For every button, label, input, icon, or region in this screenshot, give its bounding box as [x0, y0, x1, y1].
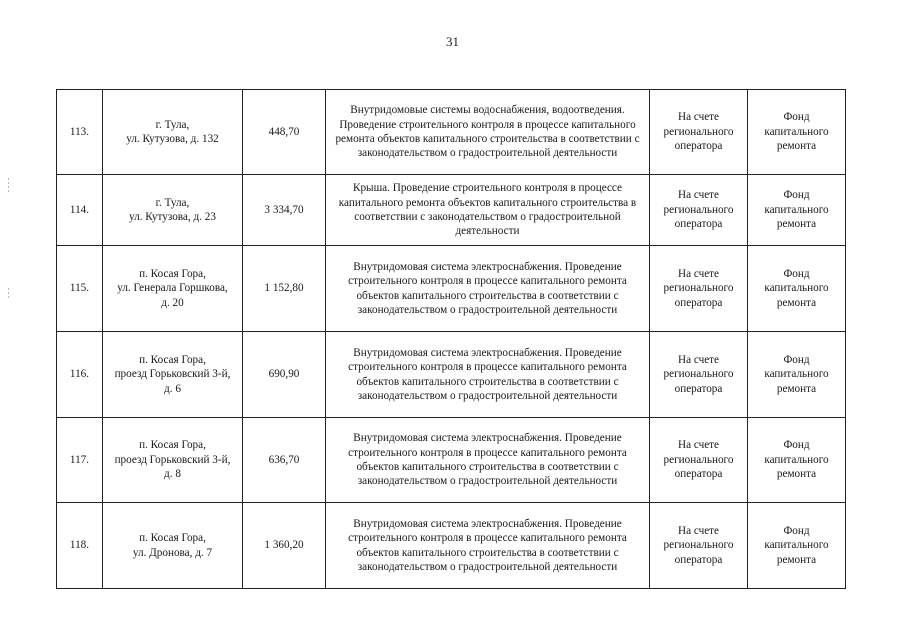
- work-description-cell: Внутридомовая система электроснабжения. Проведение строительного контроля в процессе капитального ремонта объектов капитального строительства в соответствии с законодательством о градостроительной деятельности: [326, 503, 650, 589]
- table-row: [57, 418, 846, 503]
- table-body: [57, 90, 846, 589]
- address-cell: [103, 418, 243, 503]
- address-cell: [103, 503, 243, 589]
- address-line: д. 20: [161, 296, 184, 309]
- area-cell: 1 152,80: [243, 246, 326, 332]
- work-description-cell: Внутридомовая система электроснабжения. Проведение строительного контроля в процессе капитального ремонта объектов капитального строительства в соответствии с законодательством о градостроительной деятельности: [326, 418, 650, 503]
- row-number-cell: 113.: [57, 90, 103, 175]
- address-line: ул. Кутузова, д. 23: [129, 211, 216, 223]
- address-line: п. Косая Гора,: [139, 353, 206, 366]
- funding-source-cell: Фонд капитального ремонта: [748, 175, 846, 246]
- table-row: [57, 90, 846, 175]
- work-description-cell: Внутридомовая система электроснабжения. Проведение строительного контроля в процессе капитального ремонта объектов капитального строительства в соответствии с законодательством о градостроительной деятельности: [326, 332, 650, 418]
- area-cell: 690,90: [243, 332, 326, 418]
- funding-source-cell: Фонд капитального ремонта: [748, 418, 846, 503]
- row-number-cell: 114.: [57, 175, 103, 246]
- account-cell: На счете регионального оператора: [650, 246, 748, 332]
- account-cell: На счете регионального оператора: [650, 332, 748, 418]
- address-line: ул. Генерала Горшкова,: [117, 282, 228, 295]
- area-cell: 448,70: [243, 90, 326, 175]
- address-line: п. Косая Гора,: [139, 439, 206, 452]
- address-line: г. Тула,: [155, 118, 190, 131]
- account-cell: На счете регионального оператора: [650, 90, 748, 175]
- funding-source-cell: Фонд капитального ремонта: [748, 503, 846, 589]
- account-cell: На счете регионального оператора: [650, 418, 748, 503]
- repair-program-table: [56, 89, 846, 589]
- table-row: [57, 246, 846, 332]
- address-cell: [103, 90, 243, 175]
- funding-source-cell: Фонд капитального ремонта: [748, 332, 846, 418]
- address-line: ул. Кутузова, д. 132: [126, 133, 219, 145]
- row-number-cell: 115.: [57, 246, 103, 332]
- address-line: проезд Горьковский 3-й,: [114, 453, 231, 466]
- work-description-cell: Крыша. Проведение строительного контроля в процессе капитального ремонта объектов капитального строительства в соответствии с законодательством о градостроительной деятельности: [326, 175, 650, 246]
- funding-source-cell: Фонд капитального ремонта: [748, 90, 846, 175]
- address-line: п. Косая Гора,: [139, 532, 206, 545]
- row-number-cell: 118.: [57, 503, 103, 589]
- address-cell: [103, 175, 243, 246]
- address-line: г. Тула,: [155, 196, 190, 209]
- address-cell: [103, 332, 243, 418]
- table-row: [57, 332, 846, 418]
- margin-mark: [8, 178, 9, 192]
- address-line: д. 6: [164, 382, 181, 395]
- row-number-cell: 117.: [57, 418, 103, 503]
- work-description-cell: Внутридомовая система электроснабжения. Проведение строительного контроля в процессе капитального ремонта объектов капитального строительства в соответствии с законодательством о градостроительной деятельности: [326, 246, 650, 332]
- address-cell: [103, 246, 243, 332]
- address-line: д. 8: [164, 468, 181, 481]
- work-description-cell: Внутридомовые системы водоснабжения, водоотведения. Проведение строительного контроля в процессе капитального ремонта объектов капитального строительства в соответствии с законодательством о градостроительной деятельности: [326, 90, 650, 175]
- area-cell: 636,70: [243, 418, 326, 503]
- account-cell: На счете регионального оператора: [650, 503, 748, 589]
- address-line: проезд Горьковский 3-й,: [114, 368, 231, 381]
- address-line: п. Косая Гора,: [139, 267, 206, 280]
- account-cell: На счете регионального оператора: [650, 175, 748, 246]
- row-number-cell: 116.: [57, 332, 103, 418]
- table-row: [57, 503, 846, 589]
- page-number: 31: [446, 34, 459, 49]
- margin-mark: [8, 288, 9, 300]
- address-line: ул. Дронова, д. 7: [132, 546, 213, 559]
- table-row: [57, 175, 846, 246]
- area-cell: 1 360,20: [243, 503, 326, 589]
- area-cell: 3 334,70: [243, 175, 326, 246]
- funding-source-cell: Фонд капитального ремонта: [748, 246, 846, 332]
